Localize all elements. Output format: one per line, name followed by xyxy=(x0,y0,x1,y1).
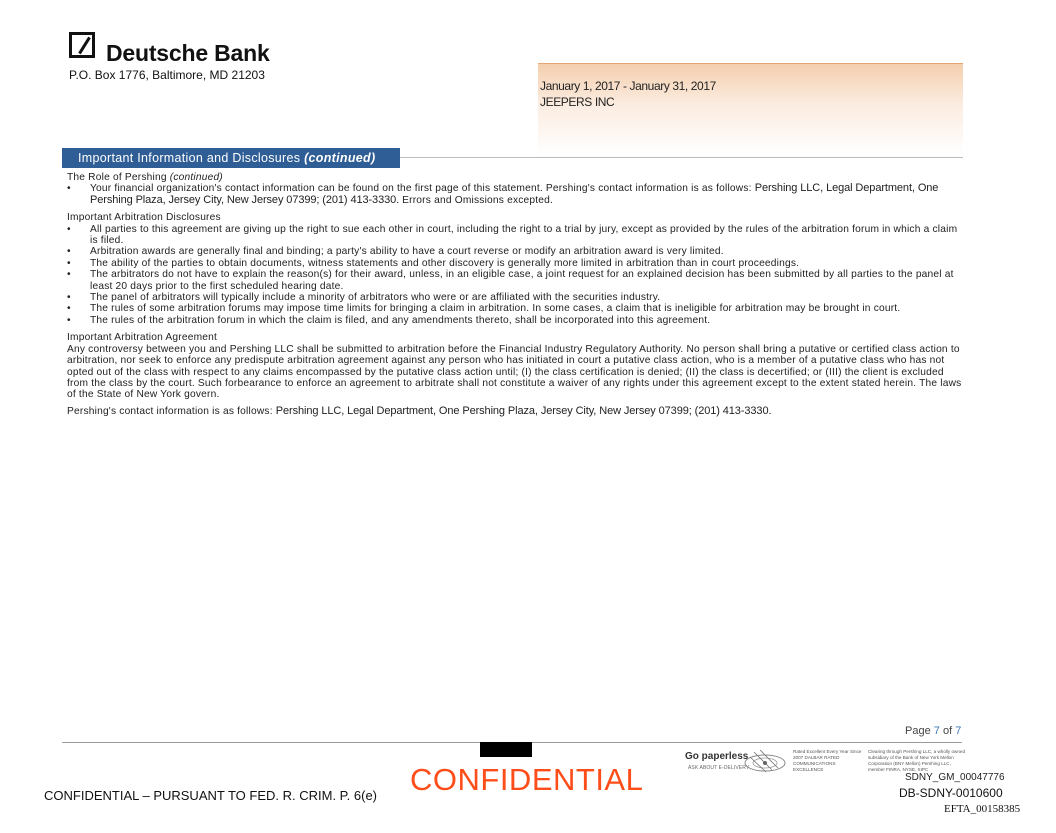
role-heading-suffix: (continued) xyxy=(169,172,223,183)
list-item: • The rules of the arbitration forum in which the claim is filed, and any amendments thereto, shall be incorporated into this agreement. xyxy=(67,315,962,326)
page-total: 7 xyxy=(955,725,962,737)
efta-number: EFTA_00158385 xyxy=(944,803,1021,815)
section-divider xyxy=(400,157,963,158)
section-title: Important Information and Disclosures xyxy=(78,151,301,165)
section-title-suffix: (continued) xyxy=(304,151,376,165)
go-paperless-subtitle: ASK ABOUT E-DELIVERY xyxy=(688,765,750,771)
list-item xyxy=(67,183,962,206)
disclosure-content xyxy=(67,172,962,417)
deutsche-bank-logo-icon xyxy=(69,32,95,58)
list-item: • All parties to this agreement are giving up the right to sue each other in court, including the right to a trial by jury, except as provided by the rules of the arbitration forum in which a claim is filed. xyxy=(67,224,962,247)
list-item: • The rules of some arbitration forums may impose time limits for bringing a claim in arbitration. In some cases, a claim that is ineligible for arbitration may be brought in court. xyxy=(67,303,962,314)
bank-name: Deutsche Bank xyxy=(106,40,270,66)
page-current: 7 xyxy=(933,725,940,737)
arbitration-agreement-heading: Important Arbitration Agreement xyxy=(67,332,218,344)
arbitration-disclosures-list xyxy=(67,224,962,327)
bank-address: P.O. Box 1776, Baltimore, MD 21203 xyxy=(69,68,265,82)
confidential-stamp: CONFIDENTIAL xyxy=(410,762,644,797)
page-of: of xyxy=(942,725,953,737)
list-item: • The panel of arbitrators will typically include a minority of arbitrators who were or are affiliated with the securities industry. xyxy=(67,292,962,303)
contact-prefix: Pershing's contact information is as follows: xyxy=(67,405,273,417)
role-bullet-tail: Errors and Omissions excepted. xyxy=(402,194,554,206)
confidential-notice: CONFIDENTIAL – PURSUANT TO FED. R. CRIM. P. 6(e) xyxy=(44,788,378,803)
role-list xyxy=(67,183,962,206)
redaction-box xyxy=(480,742,532,757)
clearing-text: Clearing through Pershing LLC, a wholly owned subsidiary of the Bank of New York Mellon Corporation (BNY Mellon) Pershing LLC, member FINRA, NYSE, SIPC xyxy=(868,749,966,772)
go-paperless-label: Go paperless xyxy=(685,751,749,762)
role-bullet-text: Your financial organization's contact information can be found on the first page of this statement. Pershing's contact information is as follows: xyxy=(90,183,752,195)
list-item: • Arbitration awards are generally final and binding; a party's ability to have a court reverse or modify an arbitration award is very limited. xyxy=(67,246,962,257)
bates-number-db: DB-SDNY-0010600 xyxy=(899,786,1003,800)
role-bullet-address: Pershing LLC, Legal Department, One Pershing Plaza, Jersey City, New Jersey 07399; (201) 413-3330. xyxy=(90,182,939,206)
role-heading-text: The Role of Pershing xyxy=(67,172,167,183)
account-name: JEEPERS INC xyxy=(540,95,615,109)
contact-line xyxy=(67,406,962,417)
statement-period: January 1, 2017 - January 31, 2017 xyxy=(540,79,716,93)
dalbar-rating-text: Rated Excellent Every Year Since 2007 DALBAR RATED COMMUNICATIONS EXCELLENCE xyxy=(793,749,862,772)
bates-number-sdny: SDNY_GM_00047776 xyxy=(905,772,1005,783)
page-indicator xyxy=(905,725,961,737)
list-item: • The arbitrators do not have to explain the reason(s) for their award, unless, in an eligible case, a joint request for an explained decision has been submitted by all parties to the panel at least 20 days prior to the first scheduled hearing date. xyxy=(67,269,962,292)
arbitration-disclosures-heading: Important Arbitration Disclosures xyxy=(67,212,221,224)
section-title-tab xyxy=(62,148,400,168)
page-prefix: Page xyxy=(905,725,931,737)
arbitration-agreement-text: Any controversy between you and Pershing LLC shall be submitted to arbitration before the Financial Industry Regulatory Authority. No person shall bring a putative or certified class action to arbitration, nor seek to enforce any predispute arbitration agreement against any person who has initiated in court a putative class action, who is a member of a putative class who has not opted out of the class with respect to any claims encompassed by the putative class action until; (I) the class certification is denied; (II) the class is decertified; or (III) the client is excluded from the class by the court. Such forbearance to enforce an agreement to arbitrate shall not constitute a waiver of any rights under this agreement except to the extent stated herein. The laws of the State of New York govern. xyxy=(67,343,962,401)
list-item: • The ability of the parties to obtain documents, witness statements and other discovery is generally more limited in arbitration than in court proceedings. xyxy=(67,258,962,269)
globe-icon xyxy=(742,748,788,774)
contact-address: Pershing LLC, Legal Department, One Pershing Plaza, Jersey City, New Jersey 07399; (201) 413-3330. xyxy=(275,404,772,417)
